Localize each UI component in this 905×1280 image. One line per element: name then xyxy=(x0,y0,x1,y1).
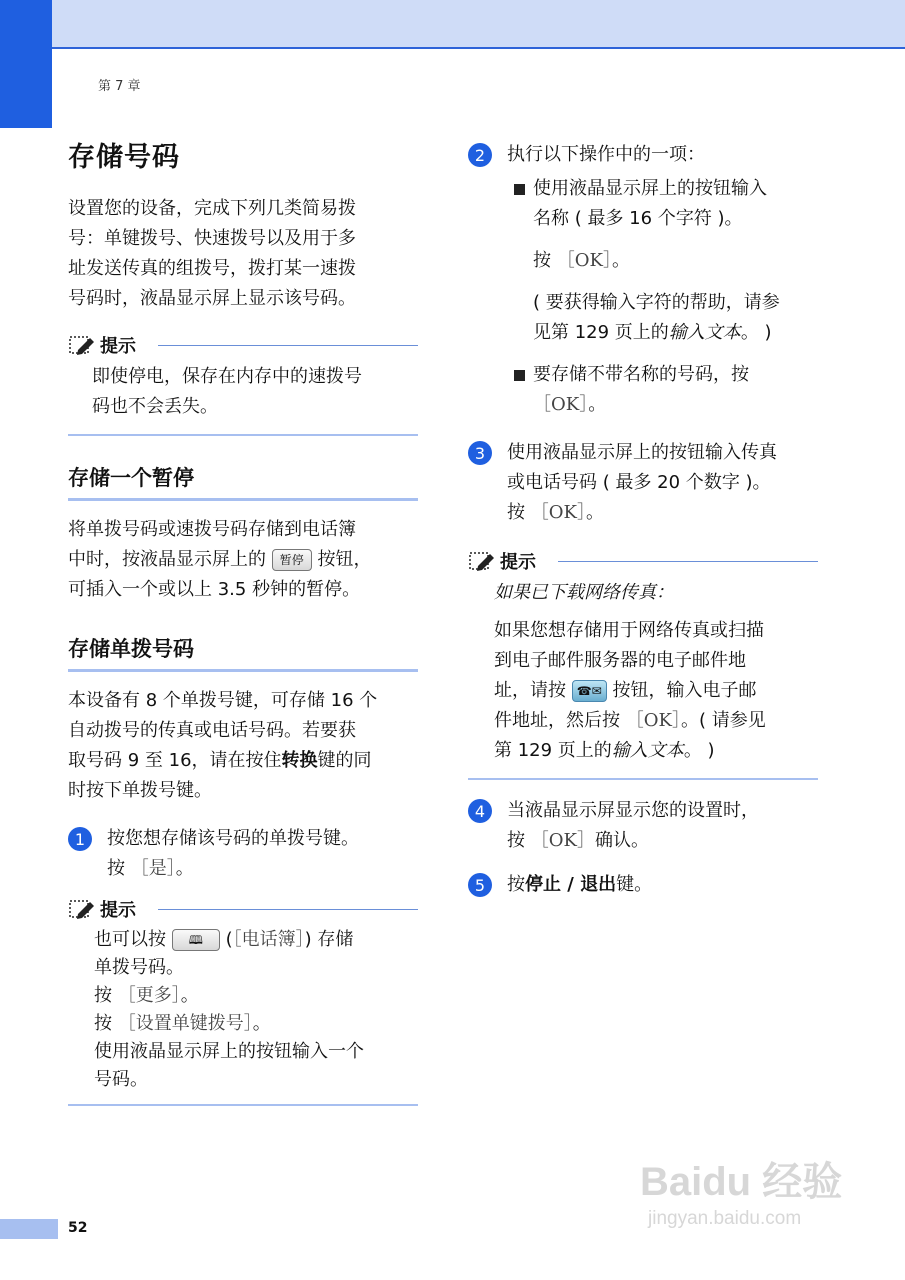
step-2-options: 使用液晶显示屏上的按钮输入 名称 ( 最多 16 个字符 )。 按 ［OK］。 ( 要获得输入字符的帮助，请参 见第 129 页上的输入文本。 ) 要存储不带名称的号码，按 ［OK］。 xyxy=(514,174,818,420)
note-2-text: 也可以按 🕮 (［电话簿］) 存储 单拨号码。 按 ［更多］。 按 ［设置单键拨号］。 使用液晶显示屏上的按钮输入一个 号码。 xyxy=(94,929,364,1090)
watermark-url: jingyan.baidu.com xyxy=(648,1208,802,1229)
note-pencil-icon xyxy=(68,334,96,356)
section-onetouch-heading: 存储单拨号码 xyxy=(68,637,194,661)
note-3 xyxy=(468,548,818,780)
step-number: 2 xyxy=(468,143,492,167)
note-pencil-icon xyxy=(468,550,496,572)
step-4: 4 当液晶显示屏显示您的设置时， 按 ［OK］确认。 xyxy=(468,796,818,856)
email-key xyxy=(572,680,607,702)
watermark-logo: Baidu 经验 xyxy=(640,1160,843,1204)
book-icon: 🕮 xyxy=(188,933,203,947)
note-2 xyxy=(68,896,418,1106)
pause-key: 暂停 xyxy=(272,549,312,571)
step-5: 5 按停止 / 退出键。 xyxy=(468,870,818,900)
note-1-label: 提示 xyxy=(100,336,136,357)
section-pause-heading: 存储一个暂停 xyxy=(68,466,194,490)
step-number: 1 xyxy=(68,827,92,851)
note-3-label: 提示 xyxy=(500,552,536,573)
bullet-square xyxy=(514,370,525,381)
left-column xyxy=(68,135,418,1106)
note-pencil-icon xyxy=(68,898,96,920)
page-title: 存储号码 xyxy=(68,142,180,173)
phone-mail-icon: ☎✉ xyxy=(576,684,602,698)
chapter-label: 第 7 章 xyxy=(98,79,141,94)
step-3: 3 使用液晶显示屏上的按钮输入传真 或电话号码 ( 最多 20 个数字 )。 按 ［OK］。 xyxy=(468,438,818,528)
pause-text: 将单拨号码或速拨号码存储到电话簿 中时，按液晶显示屏上的 暂停 按钮， 可插入一个或以上 3.5 秒钟的暂停。 xyxy=(68,519,372,600)
chapter-tab xyxy=(0,0,52,128)
step-number: 4 xyxy=(468,799,492,823)
step-number: 5 xyxy=(468,873,492,897)
intro-text: 设置您的设备，完成下列几类简易拨 号：单键拨号、快速拨号以及用于多 址发送传真的组拨号，拨打某一速拨 号码时，液晶显示屏上显示该号码。 xyxy=(68,198,356,309)
step-2: 2 执行以下操作中的一项： xyxy=(468,140,818,170)
footer-bar xyxy=(0,1219,58,1239)
onetouch-text: 本设备有 8 个单拨号键，可存储 16 个 自动拨号的传真或电话号码。若要获 取号码 9 至 16，请在按住转换键的同 时按下单拨号键。 xyxy=(68,690,378,801)
step-1: 1 按您想存储该号码的单拨号键。 按 ［是］。 xyxy=(68,824,418,884)
phonebook-key xyxy=(172,929,220,951)
step-number: 3 xyxy=(468,441,492,465)
right-column xyxy=(468,140,818,900)
bullet-square xyxy=(514,184,525,195)
header-bar xyxy=(0,0,905,49)
note-3-subtitle: 如果已下载网络传真： xyxy=(494,582,674,603)
note-1-text: 即使停电，保存在内存中的速拨号 码也不会丢失。 xyxy=(92,366,362,417)
note-2-label: 提示 xyxy=(100,900,136,921)
page-number: 52 xyxy=(68,1220,88,1236)
note-1 xyxy=(68,332,418,436)
note-3-text: 如果您想存储用于网络传真或扫描 到电子邮件服务器的电子邮件地 址，请按 ☎✉ 按钮，输入电子邮 件地址，然后按 ［OK］。( 请参见 第 129 页上的输入文本。 ) xyxy=(494,620,766,761)
